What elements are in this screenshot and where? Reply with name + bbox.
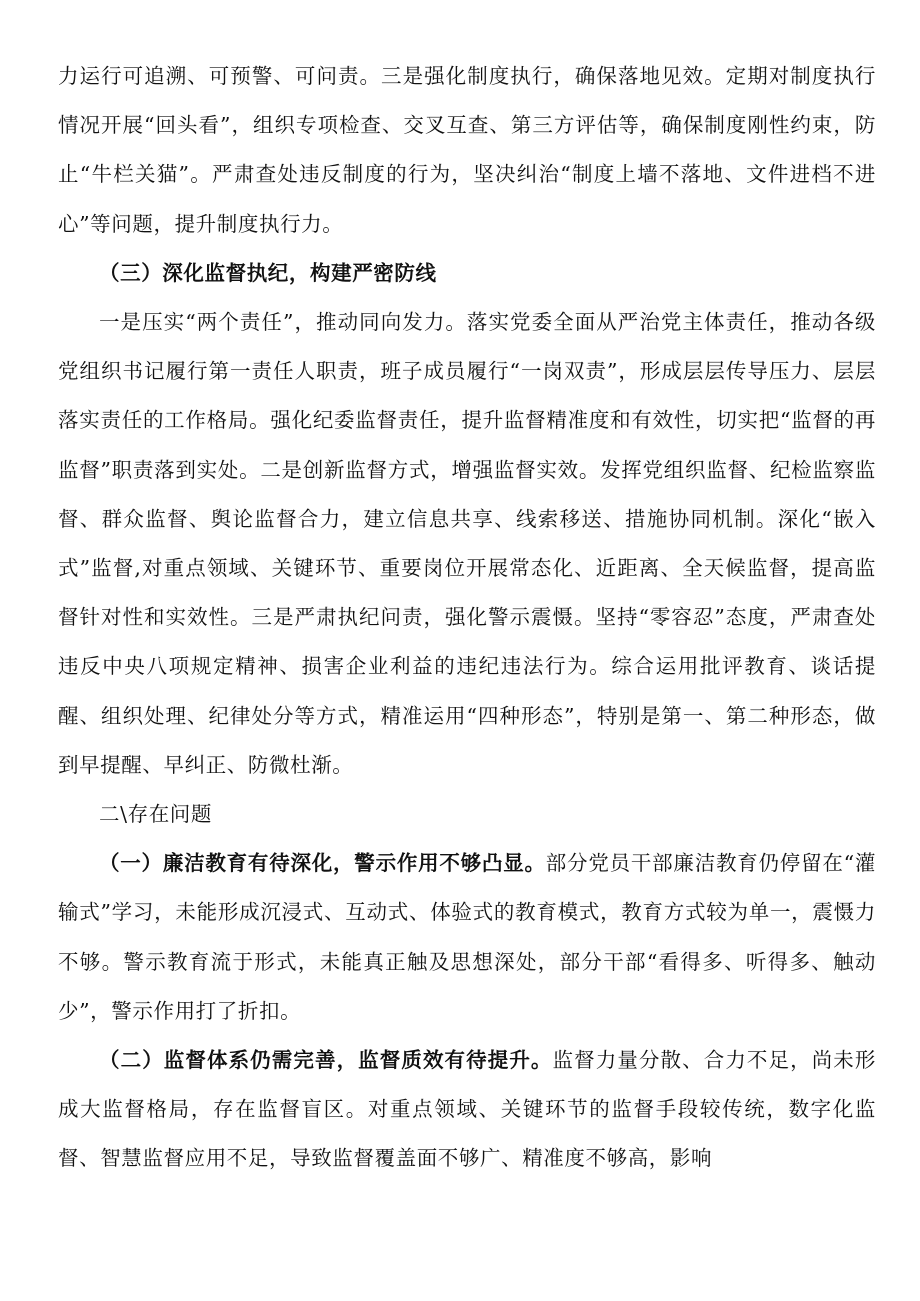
issue-2-lead: （二）监督体系仍需完善，监督质效有待提升。 [99, 1048, 553, 1073]
issue-1-paragraph [58, 839, 876, 1036]
paragraph-supervision: 一是压实“两个责任”，推动同向发力。落实党委全面从严治党主体责任，推动各级党组织书记履行第一责任人职责，班子成员履行“一岗双责”，形成层层传导压力、层层落实责任的工作格局。强化纪委监督责任，提升监督精准度和有效性，切实把“监督的再监督”职责落到实处。二是创新监督方式，增强监督实效。发挥党组织监督、纪检监察监督、群众监督、舆论监督合力，建立信息共享、线索移送、措施协同机制。深化“嵌入式”监督,对重点领域、关键环节、重要岗位开展常态化、近距离、全天候监督，提高监督针对性和实效性。三是严肃执纪问责，强化警示震慑。坚持“零容忍”态度，严肃查处违反中央八项规定精神、损害企业利益的违纪违法行为。综合运用批评教育、谈话提醒、组织处理、纪律处分等方式，精准运用“四种形态”，特别是第一、第二种形态，做到早提醒、早纠正、防微杜渐。 [58, 310, 876, 777]
section-heading-3: （三）深化监督执纪，构建严密防线 [99, 260, 437, 285]
issue-2-paragraph [58, 1036, 876, 1184]
issue-2-body: 监督力量分散、合力不足，尚未形成大监督格局，存在监督盲区。对重点领域、关键环节的监督手段较传统，数字化监督、智慧监督应用不足，导致监督覆盖面不够广、精准度不够高，影响 [58, 1048, 877, 1171]
issue-1-lead: （一）廉洁教育有待深化，警示作用不够凸显。 [99, 851, 546, 876]
section-title-problems: 二\存在问题 [99, 802, 213, 827]
paragraph-continued: 力运行可追溯、可预警、可问责。三是强化制度执行，确保落地见效。定期对制度执行情况开展“回头看”，组织专项检查、交叉互查、第三方评估等，确保制度刚性约束，防止“牛栏关猫”。严肃查处违反制度的行为，坚决纠治“制度上墙不落地、文件进档不进心”等问题，提升制度执行力。 [58, 64, 876, 236]
issue-1-body: 部分党员干部廉洁教育仍停留在“灌输式”学习，未能形成沉浸式、互动式、体验式的教育模式，教育方式较为单一，震慑力不够。警示教育流于形式，未能真正触及思想深处，部分干部“看得多、听得多、触动少”，警示作用打了折扣。 [58, 851, 876, 1023]
